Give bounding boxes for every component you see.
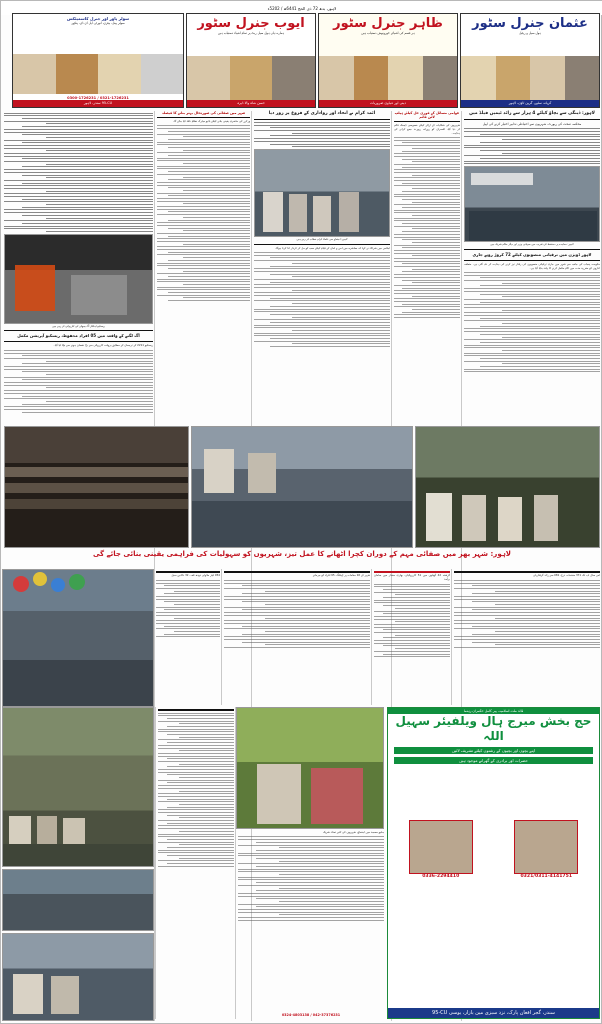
bottom-right-lines — [238, 836, 384, 920]
c5-text-block-1 — [4, 113, 153, 232]
ad4-photo-solar — [141, 54, 184, 94]
ad1-photo-person — [565, 56, 600, 100]
bottom-advert-welfare[interactable] — [387, 707, 600, 1019]
bottom-photo-street-2 — [2, 869, 154, 931]
c5-headline[interactable]: آگ لگنے کے واقعہ میں 50 افراد محفوظ، ریسکیو آپریشن مکمل — [17, 333, 140, 339]
ad4-photo-product-2 — [56, 54, 99, 94]
lower-col-2 — [374, 569, 450, 659]
ad4-title: سولر پاور اور جنرل کاسمیٹکس — [66, 16, 130, 21]
c1-headline[interactable]: لاہور: ڈینگی سے بچاؤ کیلئے 4 ہزار سے زائد ٹیمیں فیلڈ میں — [469, 111, 595, 116]
lower-col-4-text — [156, 580, 220, 637]
bottom-text-col — [158, 707, 234, 868]
mid-photo-1 — [415, 426, 600, 548]
lower-col-3 — [224, 569, 370, 650]
c3-headline[interactable]: ائمہ کرام نے اتحاد اور رواداری کے فروغ پر زور دیا — [268, 111, 376, 116]
stats-line-4: 450 لیٹر ملاوٹی دودھ تلف، 23 دکانیں سیل — [171, 573, 220, 578]
bottom-ad-green-line-1: اپنے بچوں اور بچیوں کے رشتوں کیلئے تشریف لائیں — [394, 747, 593, 754]
ad3-photos — [187, 56, 315, 100]
candidate-photo-2 — [409, 820, 473, 874]
c2-headline[interactable]: عوامی مسائل کے فوری حل کیلئے ہیلپ لائن قائم — [394, 111, 460, 119]
ad2-photo-product-2 — [354, 56, 389, 100]
candidate-phone-2[interactable]: 0336-2294410 — [422, 874, 460, 879]
ad4-subtitle: سولر پینل، بیٹری، انورٹر، ایل ای ڈی، پنکھے — [71, 21, 125, 25]
c4-headline[interactable]: شہر میں صفائی کی صورتحال بہتر بنانے کا فیصلہ — [161, 111, 246, 115]
top-advert-row — [1, 13, 602, 108]
date-line: لاہور، بدھ 27 ذی الحج 1446ھ / 2025ء — [267, 5, 337, 11]
mid-red-headline[interactable] — [4, 550, 600, 559]
ad2-title: ظاہر جنرل سٹور — [333, 16, 443, 31]
ad4-photo-product-1 — [98, 54, 141, 94]
c3-body: اجلاس میں شرکاء نے کہا کہ معاشرے میں امن و امان کے قیام کیلئے سب کو مل کر کردار ادا کرنا ہوگا۔ — [274, 245, 390, 250]
ad4-footer: UC-59 سندر، لاہور — [13, 100, 183, 107]
ad1-photo-product-1 — [530, 56, 565, 100]
ad-usman-general-store[interactable] — [460, 13, 600, 108]
lower-photo-street — [2, 569, 154, 707]
ad3-footer: حسن شاہ والا ڈیرہ — [187, 100, 315, 107]
ad1-footer: کریانہ سٹور، گرین ٹاؤن، لاہور — [461, 100, 599, 107]
c1-photo-caption: لاہور: معاہدے پر دستخط کی تقریب میں صوبائی وزیر اور دیگر حکام شریک ہیں — [490, 243, 574, 247]
c2-text-block — [394, 137, 460, 318]
ad2-photo-person — [423, 56, 458, 100]
bottom-ad-footer: سندر، گجر افغان پارک، نزد سبزی مین بازار، یوسی UC-59 — [388, 1008, 599, 1018]
ad4-photo-product-3 — [13, 54, 56, 94]
ad-tahir-general-store[interactable] — [318, 13, 458, 108]
ad2-photos — [319, 56, 457, 100]
ad1-subtitle: ہول سیل و ریٹیل — [519, 31, 541, 35]
c5-body: ریسکیو 1122 کے ترجمان کے مطابق بروقت کارروائی سے بڑا نقصان ہونے سے بچا لیا گیا۔ — [53, 343, 153, 348]
mid-photo-3-hall — [4, 426, 189, 548]
c1-text-block-2 — [464, 272, 600, 372]
lower-columns — [4, 569, 600, 705]
ad4-phone[interactable]: 0321-1726231 / 0300-1726231 — [67, 96, 129, 100]
column-2 — [394, 111, 460, 320]
bottom-ad-title: حج بخش میرج ہال ویلفیئر سہیل اللہ — [395, 714, 592, 743]
ad2-photo-product-3 — [319, 56, 354, 100]
stats-line-3: شہر کے 29 مقامات پر چیکنگ، 59 افراد کو جرمانے — [312, 573, 370, 578]
ad3-title: ایوب جنرل سٹور — [197, 16, 305, 31]
c1-photo-signing-ceremony — [464, 166, 600, 242]
ad4-photos — [13, 54, 183, 94]
ad-cosmetics-electronics[interactable] — [12, 13, 184, 108]
ad1-photos — [461, 56, 599, 100]
mid-photo-band — [4, 426, 600, 548]
bottom-photo-ceremony — [2, 933, 154, 1021]
c3-photo-gathering — [254, 149, 390, 237]
c5-photo-rescue — [4, 234, 153, 324]
c2-body: شہریوں کی شکایات کے ازالے کیلئے خصوصی ڈیسک قائم کر دیا گیا، افسران کو روزانہ رپورٹ جمع کرانے کی ہدایت۔ — [394, 123, 460, 135]
candidate-phone-1[interactable]: 0321/0311-4141751 — [520, 874, 573, 879]
ad1-photo-product-3 — [461, 56, 496, 100]
lower-col-2-text — [374, 584, 450, 658]
c5-photo-caption: ریسکیو اہلکار آگ بجھانے کی کارروائی کر رہے ہیں — [52, 324, 105, 328]
c1-headline-2[interactable]: لاہور ڈویژن میں ترقیاتی منصوبوں کیلئے 27 کروڑ روپے جاری — [472, 251, 592, 257]
bottom-right-text — [238, 831, 384, 922]
bottom-ad-topstrip: قائد ملت اسلامیہ، پیر کامل حکمران رہنما — [388, 708, 599, 714]
mid-photo-2 — [191, 426, 413, 548]
ad1-photo-product-2 — [496, 56, 531, 100]
ad3-photo-product-1 — [230, 56, 273, 100]
ad1-title: عثمان جنرل سٹور — [472, 16, 588, 31]
c5-text-block-2 — [4, 350, 153, 413]
c4-text-block — [157, 125, 250, 301]
c3-photo-caption: لاہور: اجتماع سے علماء کرام خطاب کر رہے ہیں — [296, 238, 348, 242]
left-ad-headline: جامع مسجد میں اجتماع، شہریوں کی کثیر تعداد شریک — [322, 830, 384, 834]
stats-line-1: اس سال اب تک 173 مقدمات درج، 180 سے زائد گرفتاریاں — [533, 573, 600, 578]
bottom-ad-candidates — [388, 820, 599, 879]
stats-line-2: گزشتہ 24 گھنٹوں میں 15 کارروائیاں، بھاری مقدار میں سامان برآمد — [374, 573, 450, 582]
c3-text-block-1 — [254, 122, 390, 147]
c1-subhead: محکمہ صحت کی رپورٹ، شہریوں سے احتیاطی تدابیر اختیار کرنے کی اپیل — [482, 122, 582, 126]
ad3-subtitle: ہمارے ہاں ہول سیل ریٹ پر تمام اشیاء دستیاب ہیں — [217, 31, 285, 35]
lower-col-3-text — [224, 580, 370, 648]
left-ad-phones[interactable]: 042-37376231 / 0324-4803138 — [281, 1013, 341, 1017]
c4-body: ورکرز کی حاضری یقینی بنانے کیلئے بائیو میٹرک نظام نافذ کیا جائے گا۔ — [172, 119, 250, 123]
ad2-photo-product-1 — [388, 56, 423, 100]
mid-red-headline-text: لاہور: شہر بھر میں صفائی مہم کے دوران کچرا اٹھانے کا عمل تیز، شہریوں کو سہولیات کی فراہمی یقینی بنائی جائے گی — [92, 550, 512, 558]
c1-text-block-1 — [464, 128, 600, 164]
bottom-photo-bazaar — [2, 707, 154, 867]
bottom-text-col-lines — [158, 713, 234, 867]
column-5 — [4, 111, 153, 414]
ad2-footer: دینی اور دنیاوی ضروریات — [319, 100, 457, 107]
column-1 — [464, 111, 600, 374]
ad-ayub-general-store[interactable] — [186, 13, 316, 108]
bottom-photo-man-sitting — [236, 707, 384, 829]
lower-col-4 — [156, 569, 220, 639]
bottom-left-section — [4, 707, 384, 1019]
column-3 — [254, 111, 390, 349]
c3-text-block-2 — [254, 252, 390, 347]
lower-col-1-text — [454, 580, 600, 648]
ad2-subtitle: ہر قسم کی اشیائے خورونوش دستیاب ہیں — [361, 31, 415, 35]
lower-col-1 — [454, 569, 600, 650]
column-4 — [157, 111, 250, 303]
c1-body: حکومت پنجاب کی جانب سے شہر میں جاری ترقیاتی منصوبوں کی رفتار تیز کرنے کی ہدایت کر دی گئی ہے۔ متعلقہ اداروں کو مقررہ مدت میں کام مکمل کرنے کا پابند بنایا گیا ہے۔ — [464, 261, 600, 270]
bottom-ad-green-line-2: حضرات اور برادری کے گھرانے موجود ہیں — [394, 757, 593, 764]
candidate-photo-1 — [514, 820, 578, 874]
ad3-photo-product-2 — [187, 56, 230, 100]
ad3-photo-person — [272, 56, 315, 100]
